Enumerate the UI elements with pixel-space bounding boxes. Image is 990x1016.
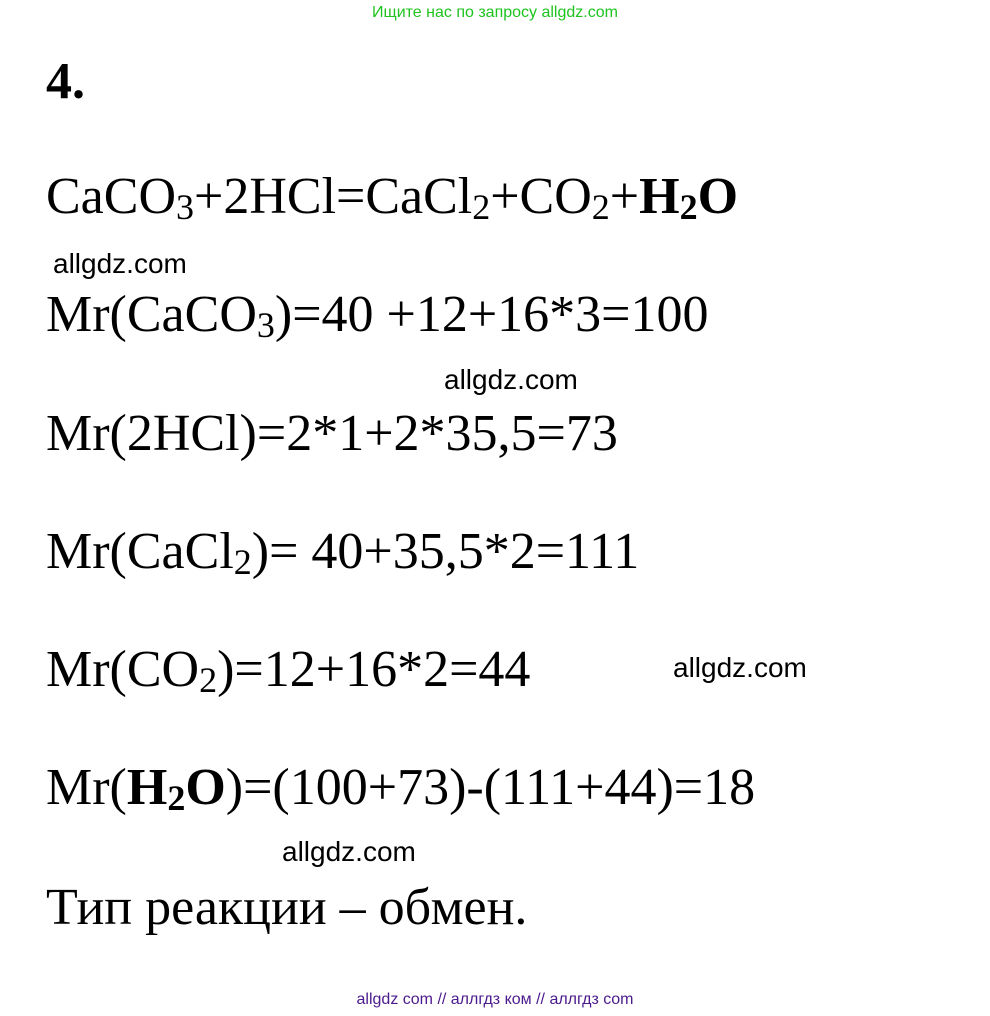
mr-caco3-a: Mr(CaCO — [46, 286, 257, 343]
eq-sub-1: 3 — [176, 187, 194, 227]
mr-cacl2-b: )= 40+35,5*2=111 — [251, 523, 640, 580]
mr-caco3-line — [46, 285, 709, 345]
mr-co2-b: )=12+16*2=44 — [217, 641, 531, 698]
footer-links: allgdz com // аллгдз ком // аллгдз com — [356, 991, 634, 1008]
mr-h2o-water-bold — [127, 759, 226, 816]
mr-hcl-line — [46, 404, 618, 464]
eq-part-3: +CO — [490, 168, 592, 225]
eq-water-sub: 2 — [679, 187, 698, 227]
watermark-1: allgdz.com — [53, 248, 187, 279]
mr-co2-a: Mr(CO — [46, 641, 200, 698]
eq-part-2: +2HCl=CaCl — [194, 168, 473, 225]
mr-h2o-h: H — [126, 759, 168, 816]
mr-hcl-a: Mr(2HCl)=2*1+2*35,5=73 — [46, 405, 618, 462]
mr-h2o-a: Mr( — [46, 759, 127, 816]
watermark-2: allgdz.com — [444, 364, 578, 395]
mr-caco3-sub: 3 — [256, 305, 275, 345]
mr-h2o-line — [46, 758, 755, 818]
watermark-3: allgdz.com — [673, 652, 807, 683]
eq-part-4: + — [609, 168, 640, 225]
mr-co2-line — [46, 640, 530, 700]
eq-water-o: O — [697, 168, 739, 225]
reaction-type: Тип реакции – обмен. — [46, 879, 528, 936]
eq-part-1: CaCO — [46, 168, 176, 225]
eq-sub-3: 2 — [591, 187, 610, 227]
eq-water-bold — [639, 168, 738, 225]
task-number: 4. — [46, 53, 85, 110]
mr-cacl2-line — [46, 522, 639, 582]
eq-sub-2: 2 — [472, 187, 491, 227]
mr-h2o-b: )=(100+73)-(111+44)=18 — [225, 759, 756, 816]
watermark-4: allgdz.com — [282, 836, 416, 867]
mr-co2-sub: 2 — [199, 660, 218, 700]
mr-h2o-o: O — [185, 759, 226, 816]
eq-water-h: H — [639, 168, 680, 225]
mr-cacl2-a: Mr(CaCl — [46, 523, 234, 580]
reaction-equation — [46, 167, 738, 227]
mr-cacl2-sub: 2 — [233, 542, 252, 582]
mr-caco3-b: )=40 +12+16*3=100 — [274, 286, 709, 343]
top-banner: Ищите нас по запросу allgdz.com — [372, 4, 618, 21]
mr-h2o-sub: 2 — [167, 778, 186, 818]
